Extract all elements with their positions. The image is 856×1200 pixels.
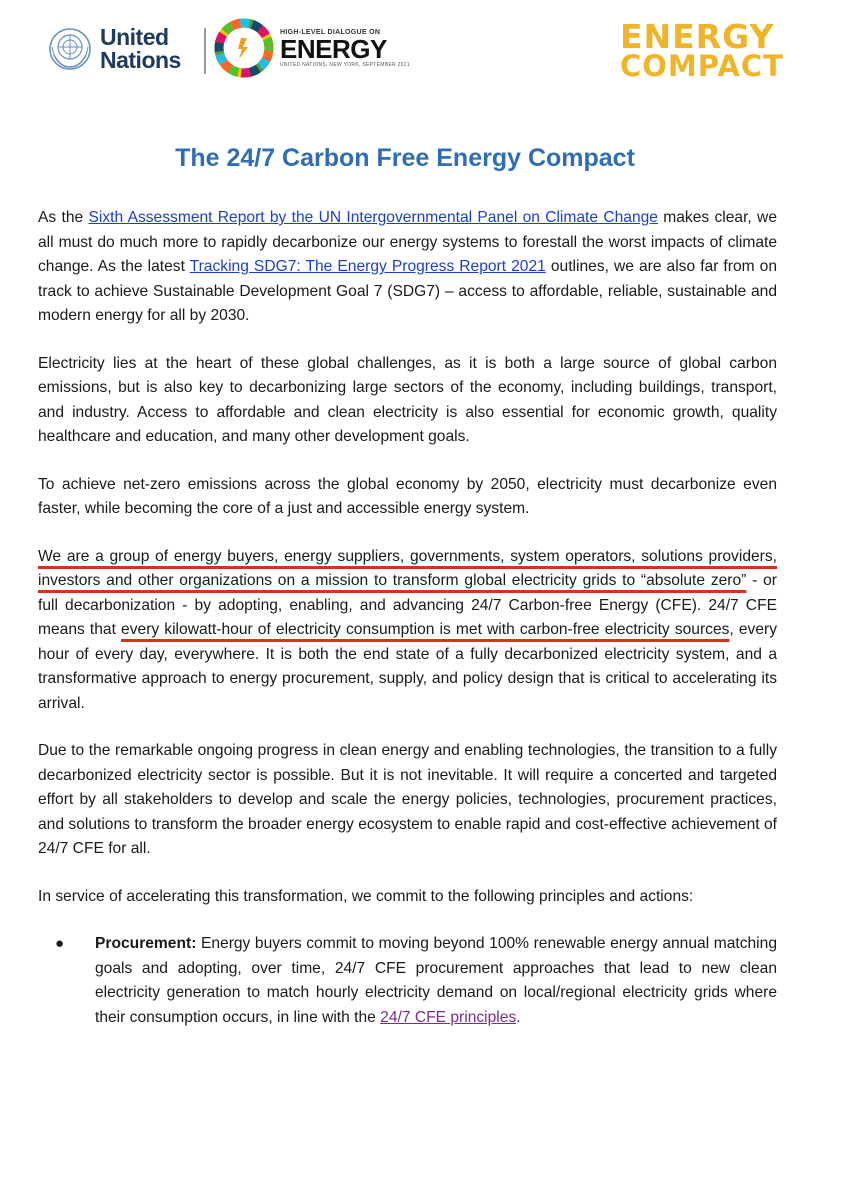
un-emblem-icon (48, 27, 92, 71)
text-run: As the (38, 209, 89, 226)
paragraph-progress: Due to the remarkable ongoing progress in clean energy and enabling technologies, the transition to a fully decarbonized electricity sector is possible. But it is not inevitable. It will require a concerted and targeted effort by all stakeholders to develop and scale the energy policies, technologies, procurement practices, and solutions to transform the broader energy ecosystem to enable rapid and cost-effective achievement of 24/7 CFE for all. (38, 742, 777, 857)
document-body (38, 206, 777, 1030)
paragraph-electricity: Electricity lies at the heart of these global challenges, as it is both a large source of global carbon emissions, but is also key to decarbonizing large sectors of the economy, including buildings, transport, and industry. Access to affordable and clean electricity is also essential for economic growth, quality healthcare and education, and many other development goals. (38, 354, 777, 445)
highlighted-text-cfe-definition: every kilowatt-hour of electricity consumption is met with carbon-free electricity sources (121, 621, 730, 638)
energy-compact-line1: ENERGY (620, 17, 775, 56)
text-run: outlines, we are also far from on track to achieve Sustainable Development Goal 7 (SDG7) – access to affordable, reliable, sustainable and modern energy for all by 2030. (38, 258, 778, 324)
bullet-marker: ● (55, 935, 65, 952)
hld-caption: UNITED NATIONS, NEW YORK, SEPTEMBER 2021 (280, 61, 410, 68)
page-title: The 24/7 Carbon Free Energy Compact (175, 144, 635, 172)
high-level-dialogue-logo (214, 18, 410, 78)
text-run: makes clear, we all must do much more to rapidly decarbonize our energy systems to forestall the worst impacts of climate change. As the latest (38, 209, 777, 275)
hld-title: ENERGY (280, 33, 387, 64)
paragraph-net-zero: To achieve net-zero emissions across the global economy by 2050, electricity must decarbonize even faster, while becoming the core of a just and accessible energy system. (38, 475, 777, 517)
hld-subtitle: HIGH-LEVEL DIALOGUE ON (280, 28, 381, 36)
logo-divider (204, 28, 206, 74)
document-header (0, 0, 856, 100)
un-logo (48, 26, 181, 72)
sdg7-report-link[interactable]: Tracking SDG7: The Energy Progress Report 2021 (189, 258, 546, 275)
un-wordmark-line1: United (100, 24, 169, 50)
un-wordmark-line2: Nations (100, 47, 181, 73)
energy-compact-line2: COMPACT (620, 49, 784, 83)
paragraph-commitment-intro: In service of accelerating this transformation, we commit to the following principles and actions: (38, 887, 694, 905)
procurement-text (95, 932, 777, 1030)
procurement-label: Procurement: (95, 935, 197, 952)
cfe-principles-link[interactable]: 24/7 CFE principles (380, 1008, 517, 1026)
paragraph-mission (38, 545, 777, 717)
sdg-wheel-icon (214, 18, 274, 78)
list-item-procurement (38, 932, 777, 1030)
energy-compact-logo (620, 17, 784, 83)
text-run: . (516, 1008, 521, 1026)
ipcc-report-link[interactable]: Sixth Assessment Report by the UN Intergovernmental Panel on Climate Change (88, 209, 658, 226)
text-run: - or full decarbonization - by adopting, enabling, and advancing 24/7 Carbon-free Energy (CFE). 24/7 CFE means that (38, 572, 777, 638)
highlighted-text-mission: We are a group of energy buyers, energy suppliers, governments, system operators, solutions providers, investors and other organizations on a mission to transform global electricity grids to “absolute zero” (38, 547, 777, 589)
hld-wordmark (280, 29, 410, 68)
text-run: Energy buyers commit to moving beyond 100% renewable energy annual matching goals and adopting, over time, 24/7 CFE procurement approaches that lead to new clean electricity generation to match hourly electricity demand on local/regional electricity grids where their consumption occurs, in line with the (95, 935, 777, 1026)
text-run: , every hour of every day, everywhere. It is both the end state of a fully decarbonized electricity system, and a transformative approach to energy procurement, supply, and policy design that is critical to accelerating its arrival. (38, 621, 777, 712)
un-wordmark (100, 26, 181, 72)
paragraph-intro (38, 206, 777, 329)
